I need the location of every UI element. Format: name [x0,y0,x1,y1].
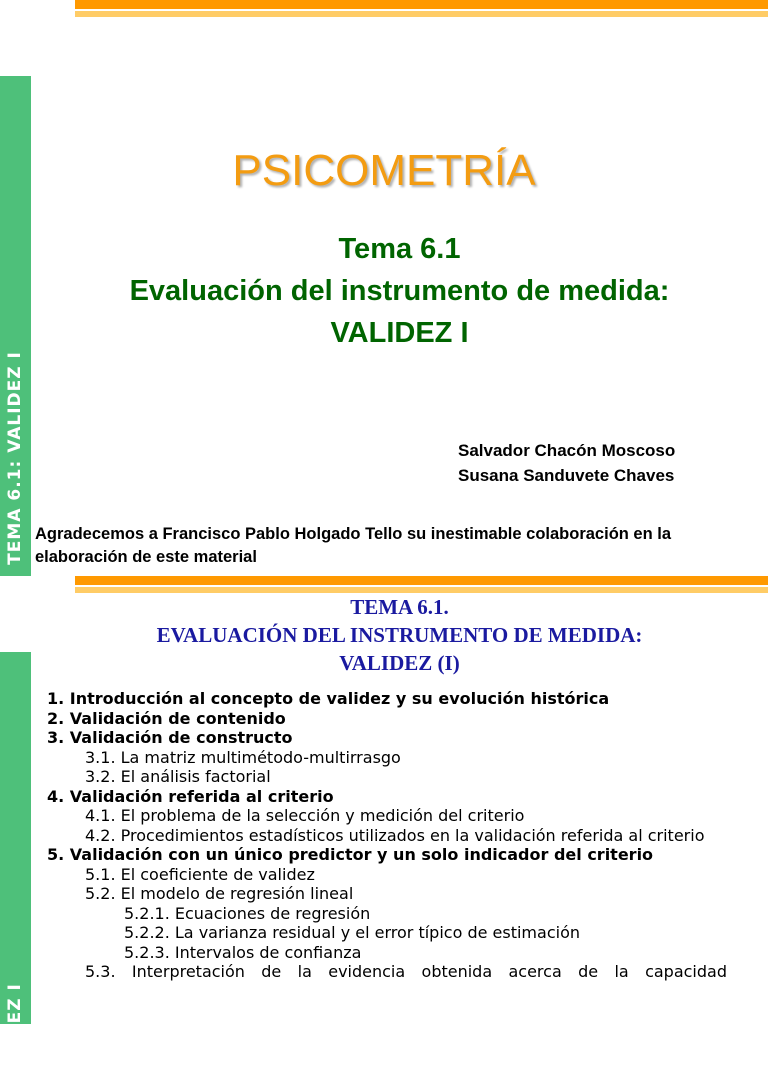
authors [458,438,675,488]
top-orange-bar [75,576,768,585]
author-name: Salvador Chacón Moscoso [458,441,676,460]
heading-line: EVALUACIÓN DEL INSTRUMENTO DE MEDIDA: [156,623,643,647]
subtitle-line: Tema 6.1 [338,233,461,265]
toc-subitem: 3.2. El análisis factorial [85,767,271,786]
top-orange-bar [75,0,768,9]
side-label: TEMA 6.1: VALIDEZ I [5,351,25,565]
toc-subitem: 4.2. Procedimientos estadísticos utilizados en la validación referida al criterio [85,825,705,845]
toc-subitem: 5.2. El modelo de regresión lineal [85,884,354,903]
heading-line: TEMA 6.1. [350,595,449,619]
side-band [0,652,31,1085]
top-yellow-bar [75,11,768,17]
toc-item: 3. Validación de constructo [47,728,293,747]
toc-subitem: 4.1. El problema de la selección y medición del criterio [85,806,525,825]
toc-item: 5. Validación con un único predictor y un solo indicador del criterio [47,845,654,864]
heading-line: VALIDEZ (I) [339,651,460,675]
toc-subsubitem: 5.2.1. Ecuaciones de regresión [124,903,371,923]
toc-subsubitem: 5.2.3. Intervalos de confianza [124,942,362,962]
acknowledgement: Agradecemos a Francisco Pablo Holgado Tello su inestimable colaboración en la elaboración de este material [35,525,672,566]
toc-subitem: 3.1. La matriz multimétodo-multirrasgo [85,747,401,767]
toc-subitem: 5.3. Interpretación de la evidencia obtenida acerca de la capacidad [85,962,727,981]
side-label: VALIDEZ I [5,983,25,1085]
slide-2 [0,576,768,1085]
toc-subsubitem: 5.2.2. La varianza residual y el error típico de estimación [124,923,580,942]
subtitle-line: VALIDEZ I [330,317,469,349]
topic-subtitle [31,228,768,354]
author-name: Susana Sanduvete Chaves [458,466,675,485]
toc-item: 2. Validación de contenido [47,708,286,728]
course-title: PSICOMETRÍA [232,146,536,195]
table-of-contents [47,689,727,982]
section-heading [31,593,768,677]
subtitle-line: Evaluación del instrumento de medida: [129,275,670,307]
toc-item: 1. Introducción al concepto de validez y su evolución histórica [47,689,610,708]
toc-item: 4. Validación referida al criterio [47,786,334,806]
toc-subitem: 5.1. El coeficiente de validez [85,864,315,884]
